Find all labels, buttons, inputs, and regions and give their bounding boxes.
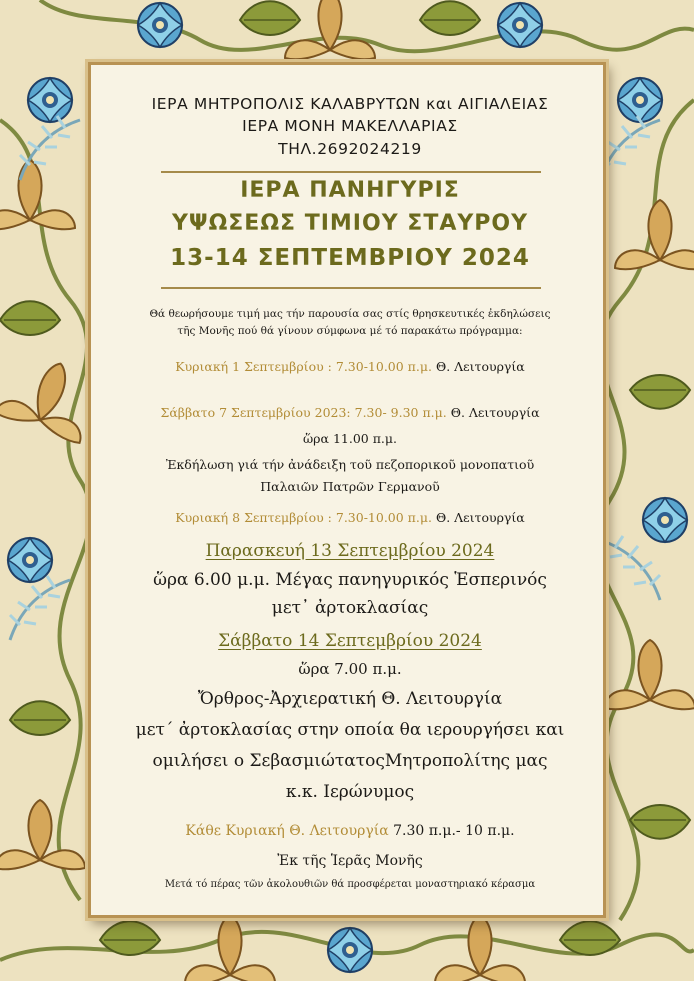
friday-heading: Παρασκευή 13 Σεπτεμβρίου 2024 — [205, 541, 495, 561]
event-sept-1-date: Κυριακή 1 Σεπτεμβρίου : 7.30-10.00 π.μ. — [175, 359, 432, 374]
top-divider — [161, 171, 541, 173]
event-sept-7-date: Σάββατο 7 Σεπτεμβρίου 2023: 7.30- 9.30 π.μ. — [160, 405, 447, 420]
bottom-divider — [161, 287, 541, 289]
refreshments-note: Μετά τό πέρας τῶν ἀκολουθιῶν θά προσφέρεται μοναστηριακό κέρασμα — [164, 879, 536, 890]
event-sept-7-desc: Θ. Λειτουργία — [446, 405, 540, 420]
sunday-liturgy-label: Κάθε Κυριακή Θ. Λειτουργία — [185, 823, 389, 839]
event-sept-7 — [91, 405, 609, 420]
friday-vespers: ὥρα 6.00 μ.μ. Μέγας πανηγυρικός Ἑσπερινός — [153, 570, 547, 590]
event-sept-7-hike-line1: Ἐκδήλωση γιά τήν ἀνάδειξη τοῦ πεζοπορικοῦ μονοπατιοῦ — [165, 457, 535, 472]
saturday-time: ὥρα 7.00 π.μ. — [298, 660, 402, 678]
friday-artoklasia: μετ᾽ ἀρτοκλασίας — [271, 598, 429, 618]
event-sept-1 — [91, 359, 609, 374]
intro-text-line1: Θά θεωρήσουμε τιμή μας τήν παρουσία σας στίς θρησκευτικές ἐκδηλώσεις — [149, 308, 551, 320]
phone-number: ΤΗΛ.2692024219 — [278, 140, 422, 158]
event-sept-8 — [91, 510, 609, 525]
saturday-line2: μετ΄ ἀρτοκλασίας στην οποία θα ιερουργήσει και — [135, 720, 565, 740]
sunday-liturgy-time: 7.30 π.μ.- 10 π.μ. — [388, 823, 515, 839]
intro-text-line2: τῆς Μονῆς πού θά γίνουν σύμφωνα μέ τό παρακάτω πρόγραμμα: — [177, 325, 523, 337]
event-sept-7-hike-line2: Παλαιῶν Πατρῶν Γερμανοῦ — [260, 479, 440, 494]
event-sept-8-desc: Θ. Λειτουργία — [431, 510, 525, 525]
poster-panel — [88, 62, 606, 918]
metropolis-name: ΙΕΡΑ ΜΗΤΡΟΠΟΛΙΣ ΚΑΛΑΒΡΥΤΩΝ και ΑΙΓΙΑΛΕΙΑΣ — [151, 95, 549, 113]
festival-title: ΙΕΡΑ ΠΑΝΗΓΥΡΙΣ — [240, 178, 460, 203]
saturday-liturgy: Ὄρθρος-Ἀρχιερατική Θ. Λειτουργία — [197, 689, 503, 709]
sunday-liturgy — [91, 823, 609, 839]
saturday-heading: Σάββατο 14 Σεπτεμβρίου 2024 — [218, 631, 482, 651]
event-sept-8-date: Κυριακή 8 Σεπτεμβρίου : 7.30-10.00 π.μ. — [175, 510, 432, 525]
festival-dates: 13-14 ΣΕΠΤΕΜΒΡΙΟΥ 2024 — [170, 245, 530, 271]
saturday-line3: ομιλήσει ο ΣεβασμιώτατοςΜητροπολίτης μας — [152, 751, 548, 771]
saturday-bishop: κ.κ. Ιερώνυμος — [285, 782, 415, 802]
event-sept-1-desc: Θ. Λειτουργία — [431, 359, 525, 374]
from-monastery: Ἐκ τῆς Ἱερᾶς Μονῆς — [277, 853, 423, 869]
feast-name: ΥΨΩΣΕΩΣ ΤΙΜΙΟΥ ΣΤΑΥΡΟΥ — [171, 211, 529, 236]
monastery-name: ΙΕΡΑ ΜΟΝΗ ΜΑΚΕΛΛΑΡΙΑΣ — [242, 117, 458, 135]
event-sept-7-time: ὥρα 11.00 π.μ. — [302, 431, 397, 446]
